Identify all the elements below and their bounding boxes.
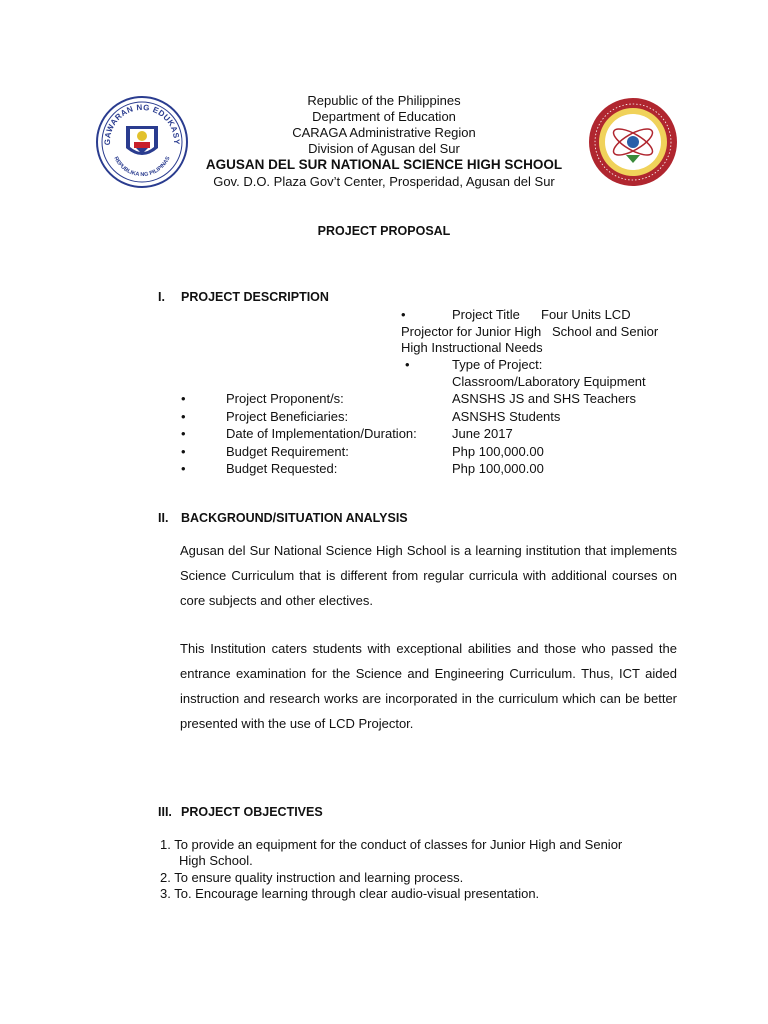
proponent-label: Project Proponent/s: [226,391,344,406]
budget-requested-value: Php 100,000.00 [452,461,544,476]
beneficiaries-label: Project Beneficiaries: [226,409,349,424]
implementation-label: Date of Implementation/Duration: [226,426,417,441]
header-school-name: AGUSAN DEL SUR NATIONAL SCIENCE HIGH SCHOOL [205,157,563,172]
bullet: • [181,391,186,406]
document-title: PROJECT PROPOSAL [317,224,451,238]
paragraph-text: This Institution caters students with exceptional abilities and those who passed the entrance examination for the Science and Engineering Curriculum. Thus, ICT aided instruction and research works are incorporated in the curriculum which can be better presented with the use of LCD Projector. [180,641,677,731]
section2-numeral: II. [158,511,169,525]
section1-title: PROJECT DESCRIPTION [181,290,329,304]
objective-1-line2: High School. [179,853,253,868]
bullet: • [181,461,186,476]
section3-title: PROJECT OBJECTIVES [181,805,323,819]
project-title-value-line1: Four Units LCD [541,307,631,322]
header-region: CARAGA Administrative Region [292,125,476,140]
objective-1-line1: 1. To provide an equipment for the conduct of classes for Junior High and Senior [160,837,623,852]
header-department: Department of Education [312,109,456,124]
deped-seal-text-bottom: REPUBLIKA NG PILIPINAS [112,155,172,179]
implementation-value: June 2017 [452,426,513,441]
objective-3: 3. To. Encourage learning through clear audio-visual presentation. [160,886,540,901]
paragraph-text: Agusan del Sur National Science High School is a learning institution that implements Science Curriculum that is different from regular curricula with additional courses on core subjects and other electives. [180,543,677,608]
background-paragraph-2 [135,636,677,736]
bullet: • [181,426,186,441]
bullet: • [401,307,406,322]
bullet: • [405,357,410,372]
type-of-project-value: Classroom/Laboratory Equipment [452,374,646,389]
header-division: Division of Agusan del Sur [308,141,460,156]
bullet: • [181,444,186,459]
budget-requirement-label: Budget Requirement: [226,444,349,459]
background-paragraph-1 [135,538,677,613]
objective-2: 2. To ensure quality instruction and learning process. [160,870,464,885]
project-title-label: Project Title [452,307,520,322]
header-address: Gov. D.O. Plaza Gov’t Center, Prosperidad, Agusan del Sur [213,174,555,189]
header-republic: Republic of the Philippines [307,93,461,108]
budget-requested-label: Budget Requested: [226,461,338,476]
bullet: • [181,409,186,424]
deped-seal-text-top: GAWARAN NG EDUKASY [102,102,182,146]
project-title-value-line3: High Instructional Needs [401,340,543,355]
proponent-value: ASNSHS JS and SHS Teachers [452,391,637,406]
project-title-value-line2: Projector for Junior High School and Senior [401,324,659,339]
budget-requirement-value: Php 100,000.00 [452,444,544,459]
section3-numeral: III. [158,805,172,819]
type-of-project-label: Type of Project: [452,357,543,372]
section1-numeral: I. [158,290,165,304]
section2-title: BACKGROUND/SITUATION ANALYSIS [181,511,408,525]
beneficiaries-value: ASNSHS Students [452,409,561,424]
